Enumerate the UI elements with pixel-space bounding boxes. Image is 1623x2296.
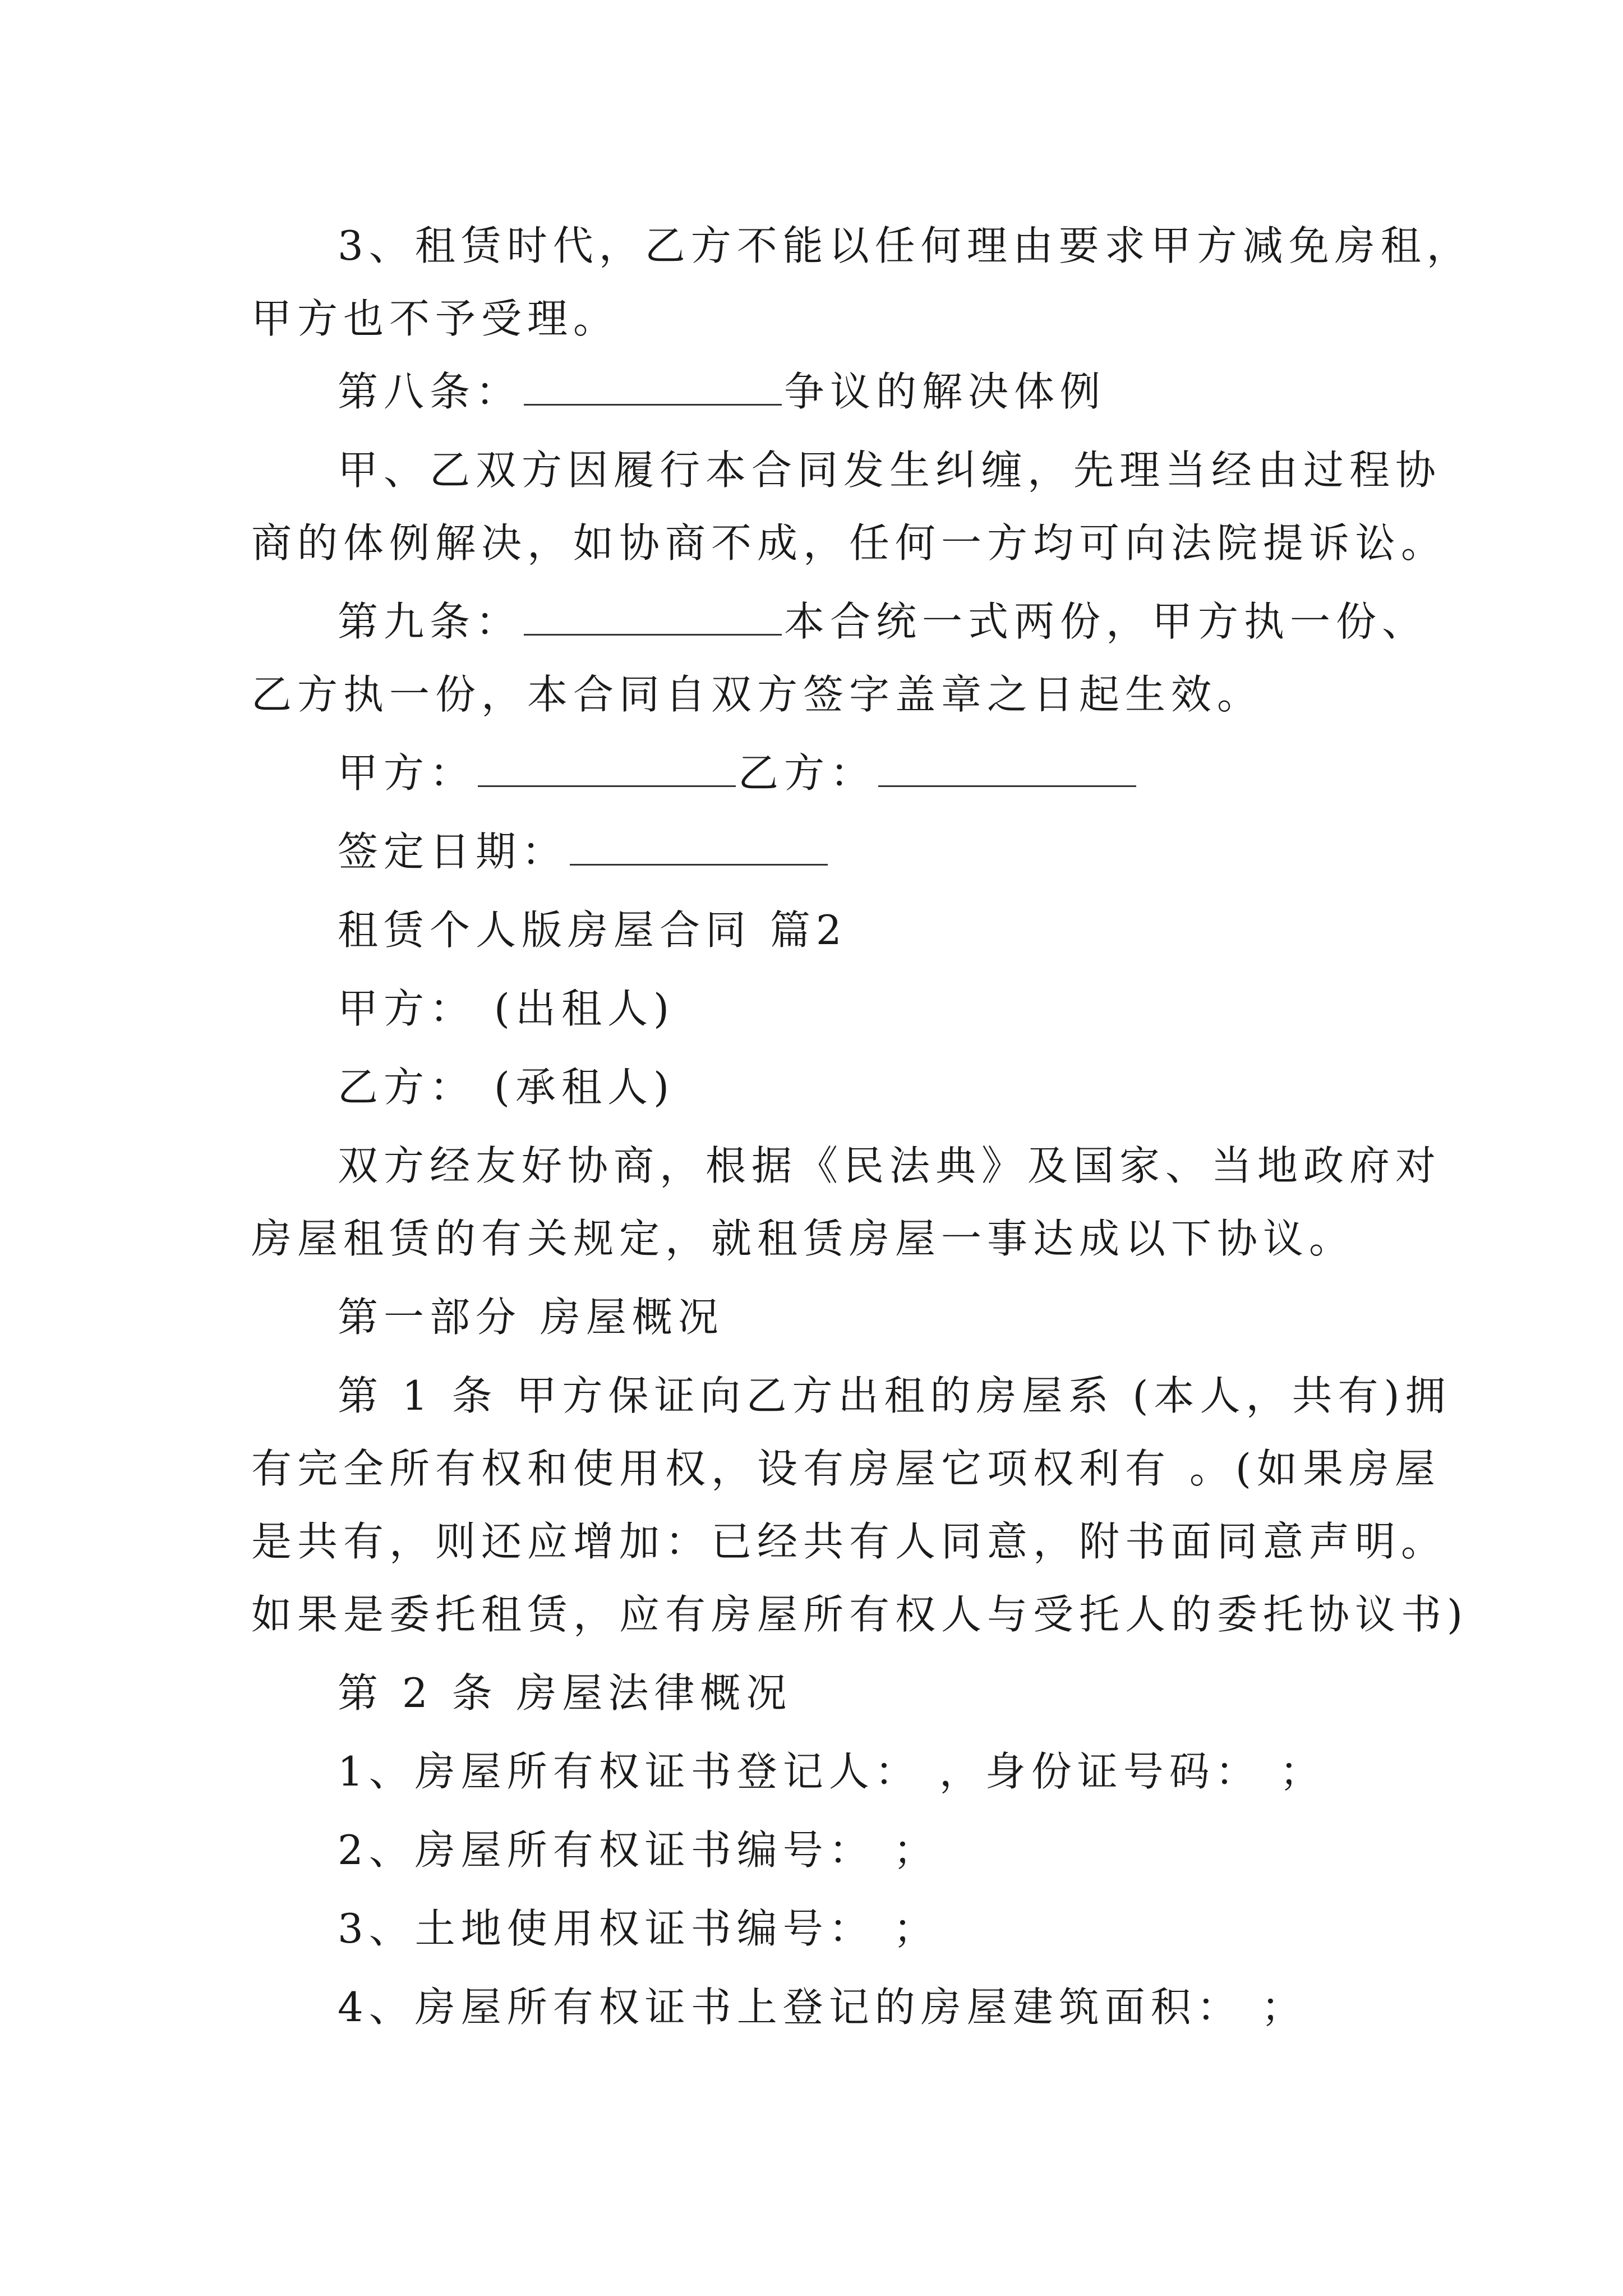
text: 租赁个人版房屋合同 篇2	[338, 907, 847, 954]
party-b-blank	[878, 752, 1136, 787]
text: 乙方： (承租人)	[338, 1064, 675, 1111]
text: 如果是委托租赁，应有房屋所有权人与受托人的委托协议书)	[251, 1591, 1469, 1638]
sign-date-line	[338, 823, 830, 880]
paragraph-line	[338, 218, 1473, 274]
list-item	[338, 1979, 1307, 2035]
party-a-blank	[478, 752, 736, 787]
fill-blank	[524, 370, 782, 406]
text: 4、房屋所有权证书上登记的房屋建筑面积： ；	[338, 1984, 1307, 2031]
paragraph-line	[251, 291, 619, 347]
paragraph-line	[338, 1368, 1451, 1424]
list-item	[338, 1901, 939, 1957]
text: 第 1 条 甲方保证向乙方出租的房屋系 (本人，共有)拥	[338, 1372, 1451, 1419]
text: 第 2 条 房屋法律概况	[338, 1669, 792, 1717]
text: 双方经友好协商，根据《民法典》及国家、当地政府对	[338, 1142, 1442, 1189]
party-b-label: 乙方：	[738, 749, 877, 797]
part-heading	[338, 1289, 724, 1345]
paragraph-line	[251, 666, 1263, 723]
article-heading	[338, 1665, 792, 1721]
text: 本合统一式两份，甲方执一份、	[784, 598, 1428, 645]
text: 甲、乙双方因履行本合同发生纠缠，先理当经由过程协	[338, 447, 1442, 494]
party-b-line	[338, 1059, 675, 1115]
section-heading	[338, 902, 847, 958]
paragraph-line	[251, 1211, 1355, 1267]
sign-date-blank	[570, 830, 828, 866]
article-8-line	[338, 364, 1106, 420]
paragraph-line	[338, 442, 1441, 498]
text: 第一部分 房屋概况	[338, 1294, 724, 1341]
text: 3、租赁时代，乙方不能以任何理由要求甲方减免房租，	[338, 222, 1473, 269]
text: 乙方执一份，本合同自双方签字盖章之日起生效。	[251, 671, 1264, 718]
paragraph-line	[251, 515, 1447, 571]
text: 2、房屋所有权证书编号： ；	[338, 1826, 939, 1874]
sign-date-label: 签定日期：	[338, 828, 568, 875]
paragraph-line	[251, 1441, 1441, 1497]
article-title: 争议的解决体例	[784, 368, 1106, 415]
text: 3、土地使用权证书编号： ；	[338, 1905, 939, 1952]
article-9-line	[338, 593, 1428, 650]
list-item	[338, 1822, 939, 1878]
article-label: 第八条：	[338, 368, 522, 415]
party-a-label: 甲方：	[338, 749, 476, 797]
fill-blank	[524, 600, 782, 636]
article-label: 第九条：	[338, 598, 522, 645]
paragraph-line	[251, 1586, 1468, 1642]
text: 商的体例解决，如协商不成，任何一方均可向法院提诉讼。	[251, 519, 1447, 567]
paragraph-line	[251, 1513, 1447, 1570]
text: 有完全所有权和使用权，设有房屋它项权利有 。(如果房屋	[251, 1445, 1441, 1492]
text: 房屋租赁的有关规定，就租赁房屋一事达成以下协议。	[251, 1215, 1355, 1262]
text: 甲方也不予受理。	[251, 295, 620, 342]
text: 是共有，则还应增加：已经共有人同意，附书面同意声明。	[251, 1518, 1447, 1565]
text: 1、房屋所有权证书登记人： ，身份证号码： ；	[338, 1748, 1326, 1795]
list-item	[338, 1743, 1326, 1800]
party-a-line	[338, 981, 675, 1037]
paragraph-line	[338, 1138, 1441, 1194]
text: 甲方： (出租人)	[338, 985, 675, 1032]
signature-line	[338, 745, 1138, 801]
